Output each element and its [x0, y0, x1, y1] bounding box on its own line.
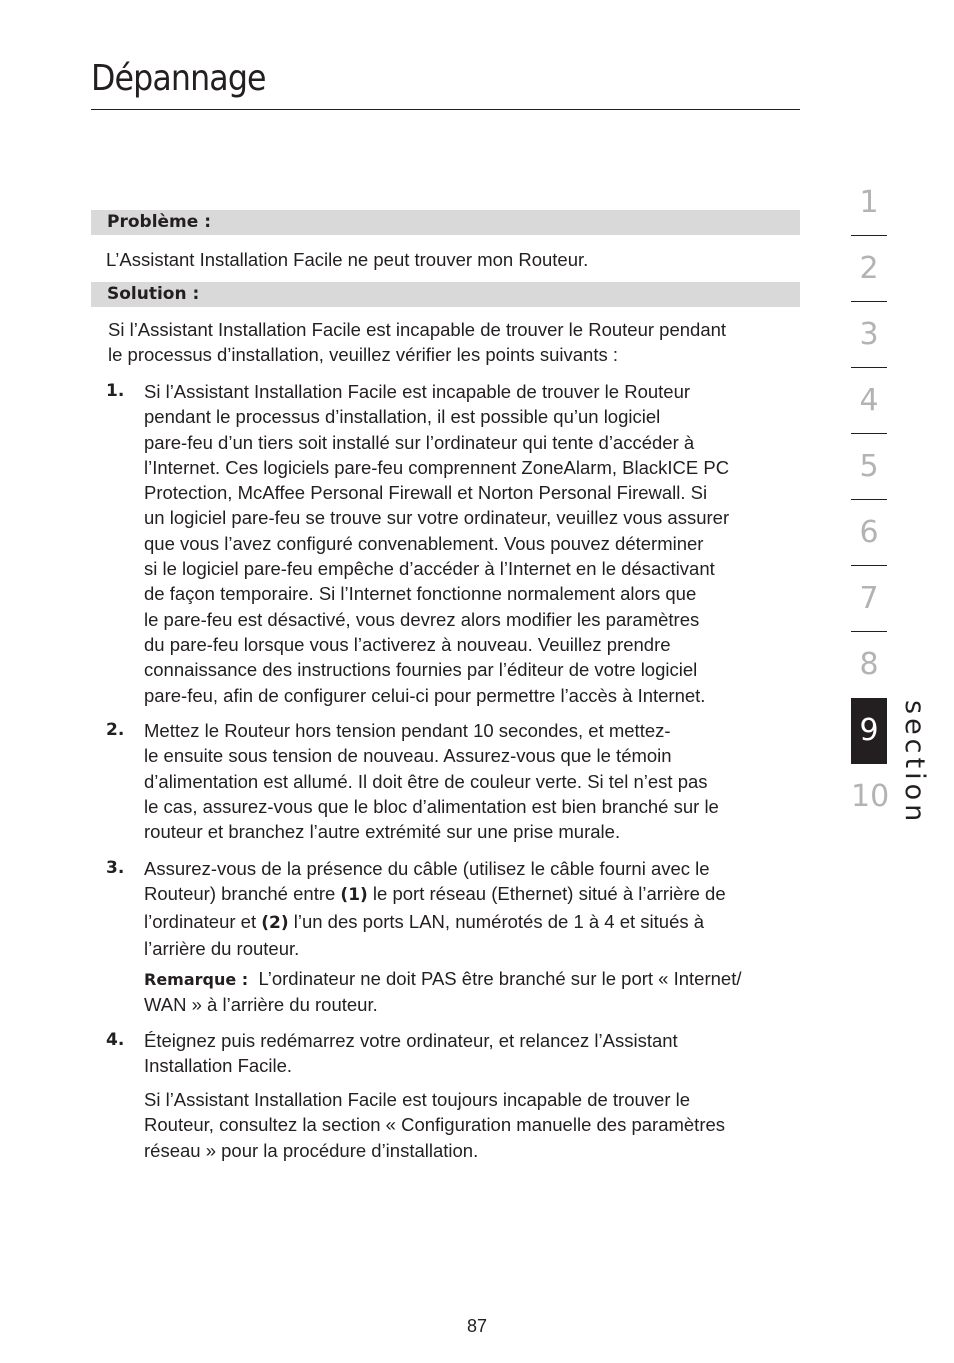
- callout-number: (1): [340, 885, 368, 906]
- section-label: section: [899, 700, 930, 826]
- solution-intro-line: Si l’Assistant Installation Facile est incapable de trouver le Routeur pendant: [108, 319, 727, 340]
- item-line: le ensuite sous tension de nouveau. Assurez-vous que le témoin: [144, 745, 672, 767]
- item-line: [144, 966, 804, 992]
- problem-label: Problème :: [107, 212, 212, 232]
- item-line: connaissance des instructions fournies par l’éditeur de votre logiciel: [144, 659, 698, 681]
- section-tab-7[interactable]: 7: [851, 566, 887, 632]
- solution-label: Solution :: [107, 284, 200, 304]
- item-line: réseau » pour la procédure d’installation.: [144, 1139, 479, 1161]
- list-item-4: [144, 1028, 804, 1079]
- solution-intro-line: le processus d’installation, veuillez vérifier les points suivants :: [108, 344, 619, 366]
- item-text: le port réseau (Ethernet) situé à l’arrière de: [367, 883, 726, 905]
- page-title: Dépannage: [91, 58, 266, 99]
- item-line: Si l’Assistant Installation Facile est toujours incapable de trouver le: [144, 1089, 691, 1110]
- item-line: de façon temporaire. Si l’Internet fonctionne normalement alors que: [144, 583, 697, 605]
- list-number: 2.: [106, 720, 125, 740]
- item-text: l’ordinateur et: [144, 910, 262, 932]
- title-divider: [91, 109, 800, 110]
- page-number: 87: [466, 1316, 488, 1336]
- list-item-4-followup: [144, 1087, 804, 1163]
- item-line: le pare-feu est désactivé, vous devrez alors modifier les paramètres: [144, 608, 700, 630]
- problem-header-bar: [91, 210, 800, 235]
- item-line: Si l’Assistant Installation Facile est incapable de trouver le Routeur: [144, 381, 691, 402]
- item-line: Mettez le Routeur hors tension pendant 10 secondes, et mettez-: [144, 720, 671, 741]
- item-text: Routeur) branché entre: [144, 883, 341, 905]
- section-tab-6[interactable]: 6: [851, 500, 887, 566]
- remark-text: L’ordinateur ne doit PAS être branché sur le port « Internet/: [248, 968, 742, 989]
- section-tab-10[interactable]: 10: [851, 779, 890, 814]
- item-line: Installation Facile.: [144, 1055, 293, 1077]
- item-line: si le logiciel pare-feu empêche d’accéder à l’Internet en le désactivant: [144, 558, 715, 580]
- item-line: pare-feu, afin de configurer celui-ci pour permettre l’accès à Internet.: [144, 684, 706, 706]
- section-tab-5[interactable]: 5: [851, 434, 887, 500]
- item-line: pare-feu d’un tiers soit installé sur l’ordinateur qui tente d’accéder à: [144, 431, 695, 453]
- problem-text: L’Assistant Installation Facile ne peut trouver mon Routeur.: [106, 249, 589, 270]
- item-line: du pare-feu lorsque vous l’activerez à nouveau. Veuillez prendre: [144, 633, 671, 655]
- solution-intro: [108, 317, 808, 368]
- item-line: d’alimentation est allumé. Il doit être de couleur verte. Si tel n’est pas: [144, 770, 708, 792]
- solution-header-bar: [91, 282, 800, 307]
- list-item-3: [144, 856, 804, 961]
- section-tab-3[interactable]: 3: [851, 302, 887, 368]
- item-line: Routeur, consultez la section « Configuration manuelle des paramètres: [144, 1114, 726, 1136]
- list-item-1: [144, 379, 804, 708]
- item-line: l’arrière du routeur.: [144, 937, 300, 959]
- section-tab-9-active[interactable]: 9: [851, 698, 887, 764]
- callout-number: (2): [261, 912, 289, 933]
- item-line: Assurez-vous de la présence du câble (utilisez le câble fourni avec le: [144, 858, 710, 879]
- item-line: WAN » à l’arrière du routeur.: [144, 994, 378, 1016]
- section-tab-8[interactable]: 8: [859, 647, 879, 682]
- list-item-2: [144, 718, 804, 844]
- item-line: que vous l’avez configuré convenablement. Vous pouvez déterminer: [144, 532, 704, 554]
- remark-note: [144, 966, 804, 1018]
- list-number: 1.: [106, 381, 125, 401]
- item-line: pendant le processus d’installation, il est possible qu’un logiciel: [144, 406, 661, 428]
- item-line: Éteignez puis redémarrez votre ordinateur, et relancez l’Assistant: [144, 1030, 678, 1051]
- section-tab-4[interactable]: 4: [851, 368, 887, 434]
- item-line: routeur et branchez l’autre extrémité sur une prise murale.: [144, 821, 621, 843]
- item-line: Protection, McAffee Personal Firewall et Norton Personal Firewall. Si: [144, 482, 708, 504]
- list-number: 4.: [106, 1030, 125, 1050]
- list-number: 3.: [106, 858, 125, 878]
- remark-label: Remarque :: [144, 970, 249, 989]
- item-line: [144, 909, 804, 936]
- item-text: l’un des ports LAN, numérotés de 1 à 4 et situés à: [288, 910, 705, 932]
- item-line: l’Internet. Ces logiciels pare-feu comprennent ZoneAlarm, BlackICE PC: [144, 456, 730, 478]
- item-line: le cas, assurez-vous que le bloc d’alimentation est bien branché sur le: [144, 795, 719, 817]
- section-tab-2[interactable]: 2: [851, 236, 887, 302]
- item-line: [144, 881, 804, 908]
- section-tab-1[interactable]: 1: [851, 170, 887, 236]
- item-line: un logiciel pare-feu se trouve sur votre ordinateur, veuillez vous assurer: [144, 507, 730, 529]
